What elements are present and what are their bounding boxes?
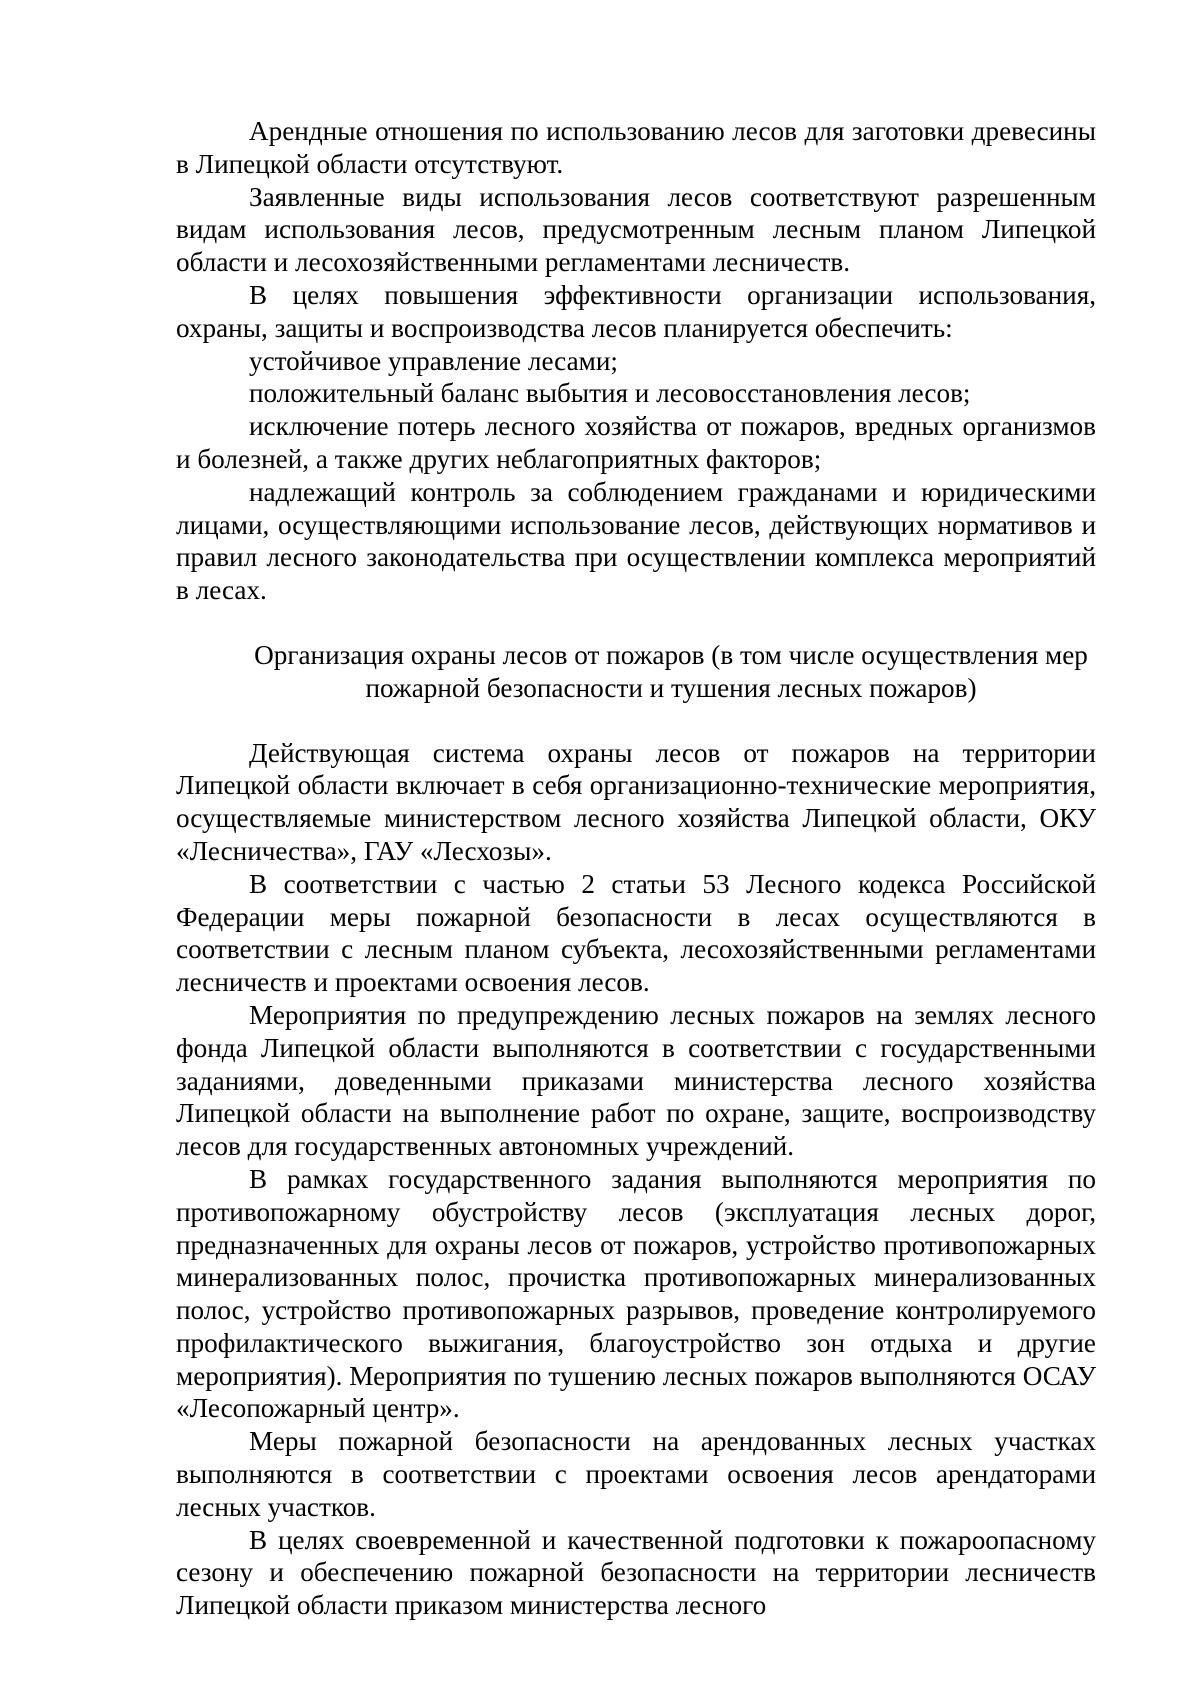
list-item: исключение потерь лесного хозяйства от пожаров, вредных организмов и болезней, а также других неблагоприятных факторов; xyxy=(176,411,1096,474)
paragraph: В целях повышения эффективности организации использования, охраны, защиты и воспроизводства лесов планируется обеспечить: xyxy=(176,279,1096,343)
paragraph: Действующая система охраны лесов от пожаров на территории Липецкой области включает в себя организационно-технические мероприятия, осуществляемые министерством лесного хозяйства Липецкой области, ОКУ «Лесничества», ГАУ «Лесхозы». xyxy=(176,737,1096,866)
paragraph: В соответствии с частью 2 статьи 53 Лесного кодекса Российской Федерации меры пожарной безопасности в лесах осуществляются в соответствии с лесным планом субъекта, лесохозяйственными регламентами лесничеств и проектами освоения лесов. xyxy=(176,868,1096,998)
paragraph: Мероприятия по предупреждению лесных пожаров на землях лесного фонда Липецкой области выполняются в соответствии с государственными заданиями, доведенными приказами министерства лесного хозяйства Липецкой области на выполнение работ по охране, защите, воспроизводству лесов для государственных автономных учреждений. xyxy=(176,999,1096,1162)
paragraph: В рамках государственного задания выполняются мероприятия по противопожарному обустройству лесов (эксплуатация лесных дорог, предназначенных для охраны лесов от пожаров, устройство противопожарных минерализованных полос, прочистка противопожарных минерализованных полос, устройство противопожарных разрывов, проведение контролируемого профилактического выжигания, благоустройство зон отдыха и другие мероприятия). Мероприятия по тушению лесных пожаров выполняются ОСАУ «Лесопожарный центр». xyxy=(176,1163,1096,1424)
paragraph: Меры пожарной безопасности на арендованных лесных участках выполняются в соответствии с проектами освоения лесов арендаторами лесных участков. xyxy=(176,1426,1096,1522)
spacer xyxy=(176,705,1096,737)
list-item: устойчивое управление лесами; xyxy=(249,345,618,376)
section-heading: Организация охраны лесов от пожаров (в том числе осуществления мер пожарной безопасности и тушения лесных пожаров) xyxy=(254,639,1088,703)
list-item: положительный баланс выбытия и лесовосстановления лесов; xyxy=(249,378,971,409)
document-body xyxy=(176,115,1096,1622)
list-item: надлежащий контроль за соблюдением гражданами и юридическими лицами, осуществляющими использование лесов, действующих нормативов и правил лесного законодательства при осуществлении комплекса мероприятий в лесах. xyxy=(176,476,1096,606)
paragraph: В целях своевременной и качественной подготовки к пожароопасному сезону и обеспечению пожарной безопасности на территории лесничеств Липецкой области приказом министерства лесного xyxy=(176,1524,1096,1621)
paragraph: Арендные отношения по использованию лесов для заготовки древесины в Липецкой области отсутствуют. xyxy=(176,116,1096,179)
paragraph: Заявленные виды использования лесов соответствуют разрешенным видам использования лесов, предусмотренным лесным планом Липецкой области и лесохозяйственными регламентами лесничеств. xyxy=(176,181,1096,278)
spacer xyxy=(176,607,1096,639)
